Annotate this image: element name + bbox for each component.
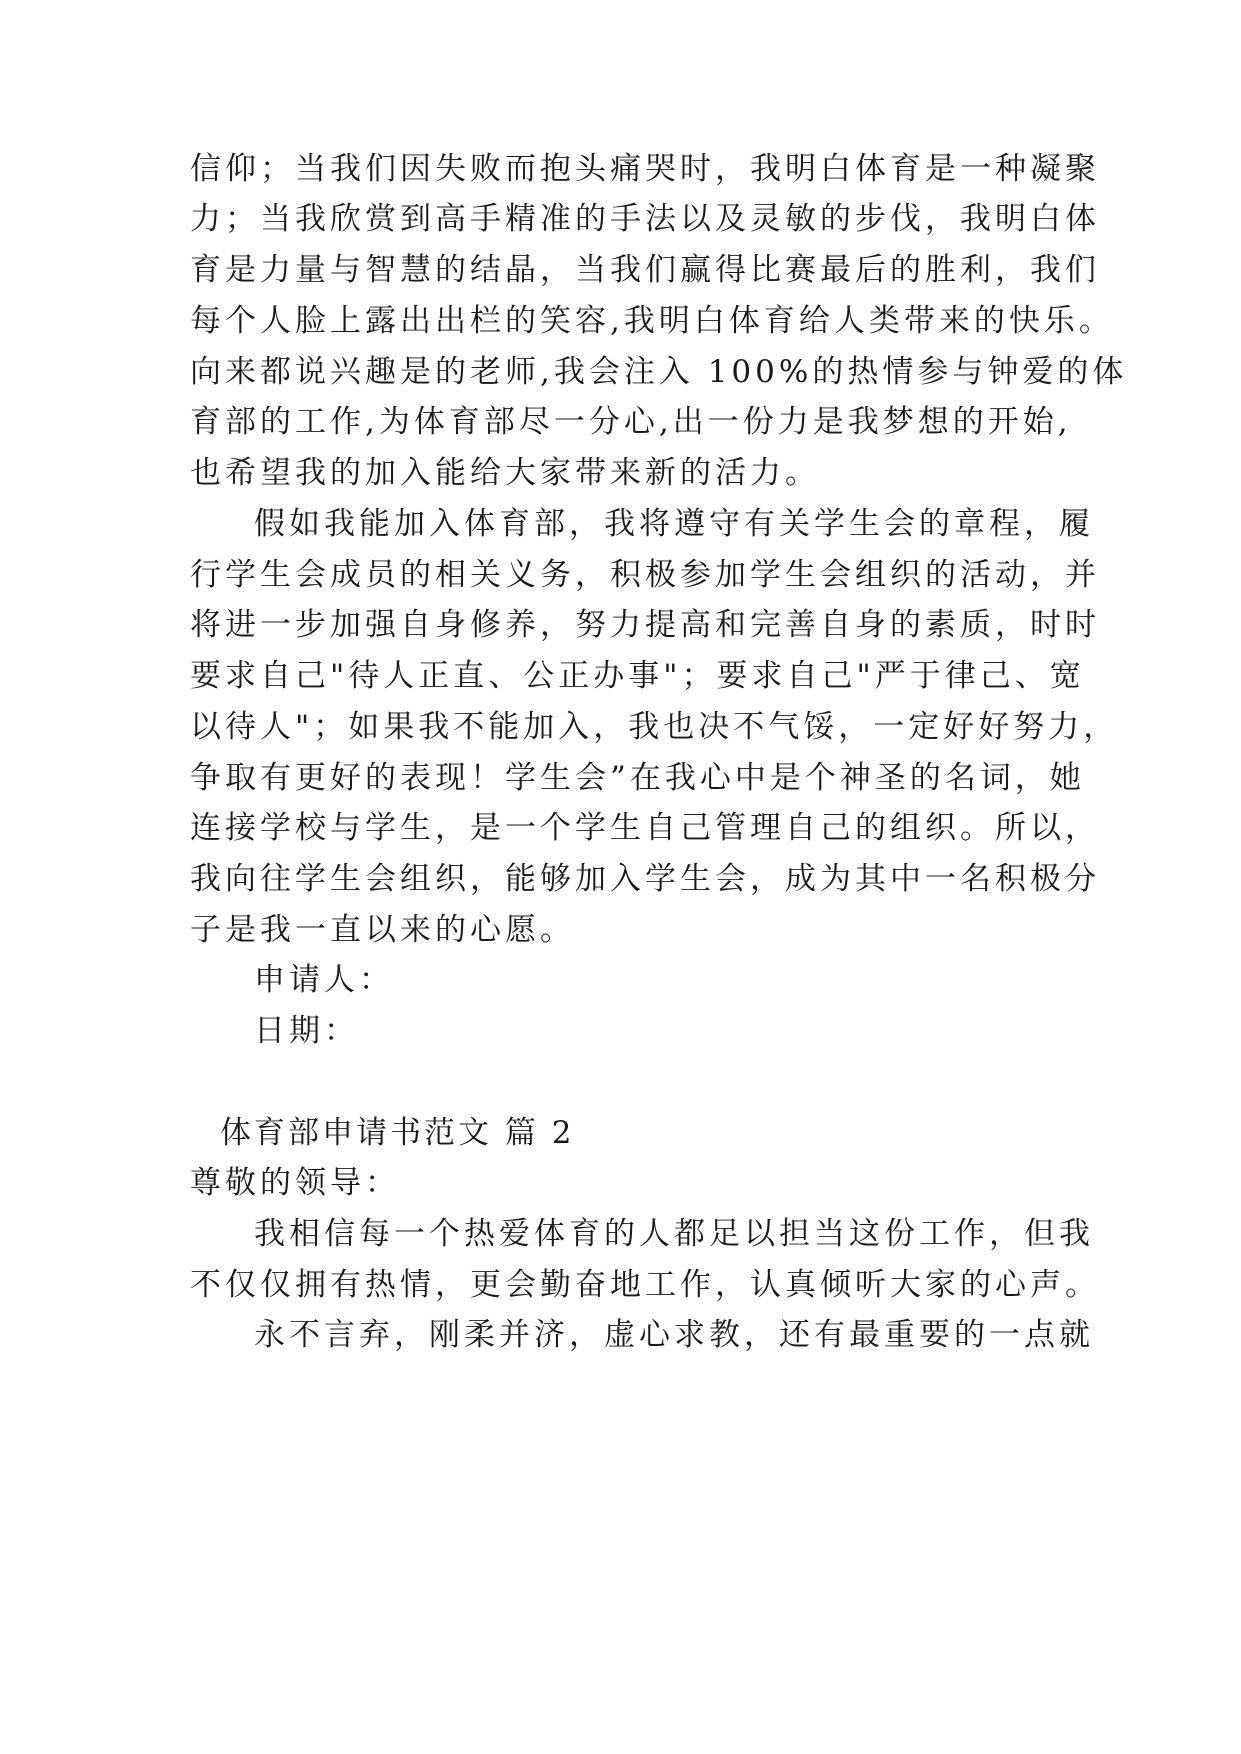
paragraph-1-line-5: 向来都说兴趣是的老师,我会注入 100%的热情参与钟爱的体	[190, 354, 1128, 390]
section-title: 体育部申请书范文 篇 2	[220, 1115, 575, 1151]
paragraph-2-line-9: 子是我一直以来的心愿。	[190, 912, 575, 948]
paragraph-1-line-2: 力；当我欣赏到高手精准的手法以及灵敏的步伐，我明白体	[190, 201, 1100, 237]
paragraph-2-line-2: 行学生会成员的相关义务，积极参加学生会组织的活动，并	[190, 557, 1100, 593]
salutation: 尊敬的领导：	[190, 1165, 400, 1201]
paragraph-2-line-7: 连接学校与学生，是一个学生自己管理自己的组织。所以，	[190, 810, 1100, 846]
paragraph-1-line-7: 也希望我的加入能给大家带来新的活力。	[190, 455, 820, 491]
paragraph-3-line-2: 不仅仅拥有热情，更会勤奋地工作，认真倾听大家的心声。	[190, 1267, 1100, 1303]
paragraph-4-line-1: 永不言弃，刚柔并济，虚心求教，还有最重要的一点就	[254, 1317, 1094, 1353]
paragraph-1-line-1: 信仰；当我们因失败而抱头痛哭时，我明白体育是一种凝聚	[190, 151, 1100, 187]
paragraph-2-line-8: 我向往学生会组织，能够加入学生会，成为其中一名积极分	[190, 861, 1100, 897]
paragraph-3-line-1: 我相信每一个热爱体育的人都足以担当这份工作，但我	[254, 1216, 1094, 1252]
applicant-label: 申请人：	[254, 962, 394, 998]
date-label: 日期：	[254, 1013, 359, 1049]
paragraph-2-line-3: 将进一步加强自身修养，努力提高和完善自身的素质，时时	[190, 607, 1100, 643]
paragraph-2-line-5: 以待人"；如果我不能加入，我也决不气馁，一定好好努力，	[190, 709, 1119, 745]
paragraph-2-line-1: 假如我能加入体育部，我将遵守有关学生会的章程，履	[254, 506, 1094, 542]
paragraph-1-line-3: 育是力量与智慧的结晶，当我们赢得比赛最后的胜利，我们	[190, 252, 1100, 288]
paragraph-1-line-4: 每个人脸上露出出栏的笑容,我明白体育给人类带来的快乐。	[190, 303, 1114, 339]
paragraph-2-line-6: 争取有更好的表现！学生会”在我心中是个神圣的名词，她	[190, 760, 1085, 796]
paragraph-1-line-6: 育部的工作,为体育部尽一分心,出一份力是我梦想的开始,	[190, 404, 1072, 440]
paragraph-2-line-4: 要求自己"待人正直、公正办事"；要求自己"严于律己、宽	[190, 658, 1085, 694]
